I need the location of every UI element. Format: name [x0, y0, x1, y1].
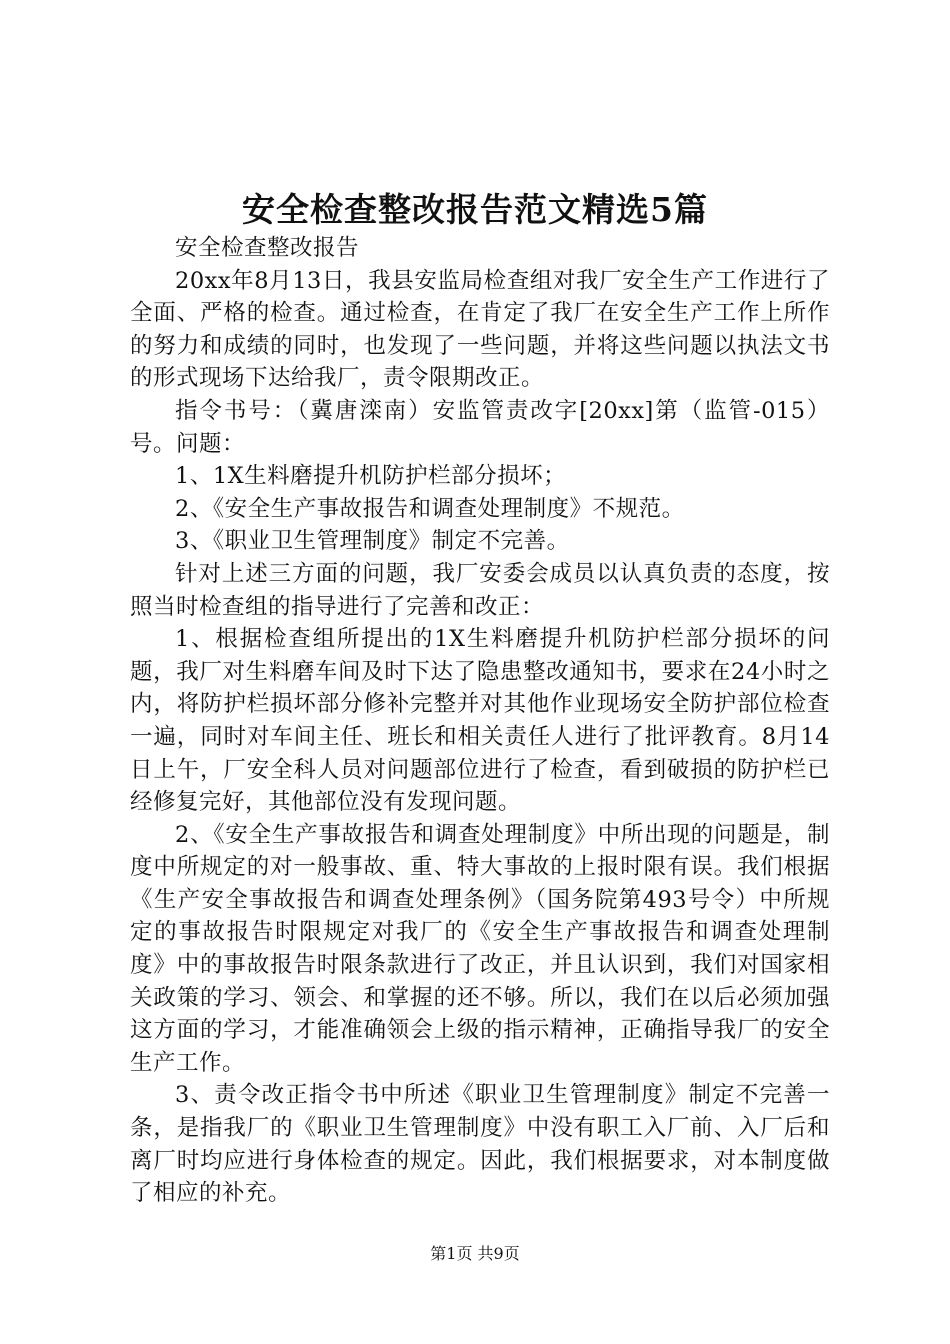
paragraph: 20xx年8月13日，我县安监局检查组对我厂安全生产工作进行了全面、严格的检查。通过检查，在肯定了我厂在安全生产工作上所作的努力和成绩的同时，也发现了一些问题，并将这些问题以执法文书的形式现场下达给我厂，责令限期改正。 [130, 267, 830, 392]
paragraph-heading: 安全检查整改报告 [175, 235, 360, 261]
paragraph: 1、1X生料磨提升机防护栏部分损坏； [175, 463, 567, 490]
document-title: 安全检查整改报告范文精选5篇 [242, 190, 708, 229]
paragraph: 2、《安全生产事故报告和调查处理制度》中所出现的问题是，制度中所规定的对一般事故、重、特大事故的上报时限有误。我们根据《生产安全事故报告和调查处理条例》（国务院第493号令）中所规定的事故报告时限规定对我厂的《安全生产事故报告和调查处理制度》中的事故报告时限条款进行了改正，并且认识到，我们对国家相关政策的学习、领会、和掌握的还不够。所以，我们在以后必须加强这方面的学习，才能准确领会上级的指示精神，正确指导我厂的安全生产工作。 [130, 821, 830, 1076]
paragraph: 指令书号：（冀唐滦南）安监管责改字[20xx]第（监管-015）号。问题： [130, 397, 830, 457]
paragraph: 3、责令改正指令书中所述《职业卫生管理制度》制定不完善一条，是指我厂的《职业卫生管理制度》中没有职工入厂前、入厂后和离厂时均应进行身体检查的规定。因此，我们根据要求，对本制度做了相应的补充。 [130, 1082, 830, 1207]
document-body [130, 232, 830, 1210]
page-footer: 第1页 共9页 [430, 1244, 520, 1263]
paragraph: 2、《安全生产事故报告和调查处理制度》不规范。 [175, 495, 685, 522]
paragraph: 1、根据检查组所提出的1X生料磨提升机防护栏部分损坏的问题，我厂对生料磨车间及时下达了隐患整改通知书，要求在24小时之内，将防护栏损坏部分修补完整并对其他作业现场安全防护部位检查一遍，同时对车间主任、班长和相关责任人进行了批评教育。8月14日上午，厂安全科人员对问题部位进行了检查，看到破损的防护栏已经修复完好，其他部位没有发现问题。 [130, 626, 830, 816]
paragraph: 针对上述三方面的问题，我厂安委会成员以认真负责的态度，按照当时检查组的指导进行了完善和改正： [130, 560, 830, 620]
paragraph: 3、《职业卫生管理制度》制定不完善。 [175, 528, 570, 555]
